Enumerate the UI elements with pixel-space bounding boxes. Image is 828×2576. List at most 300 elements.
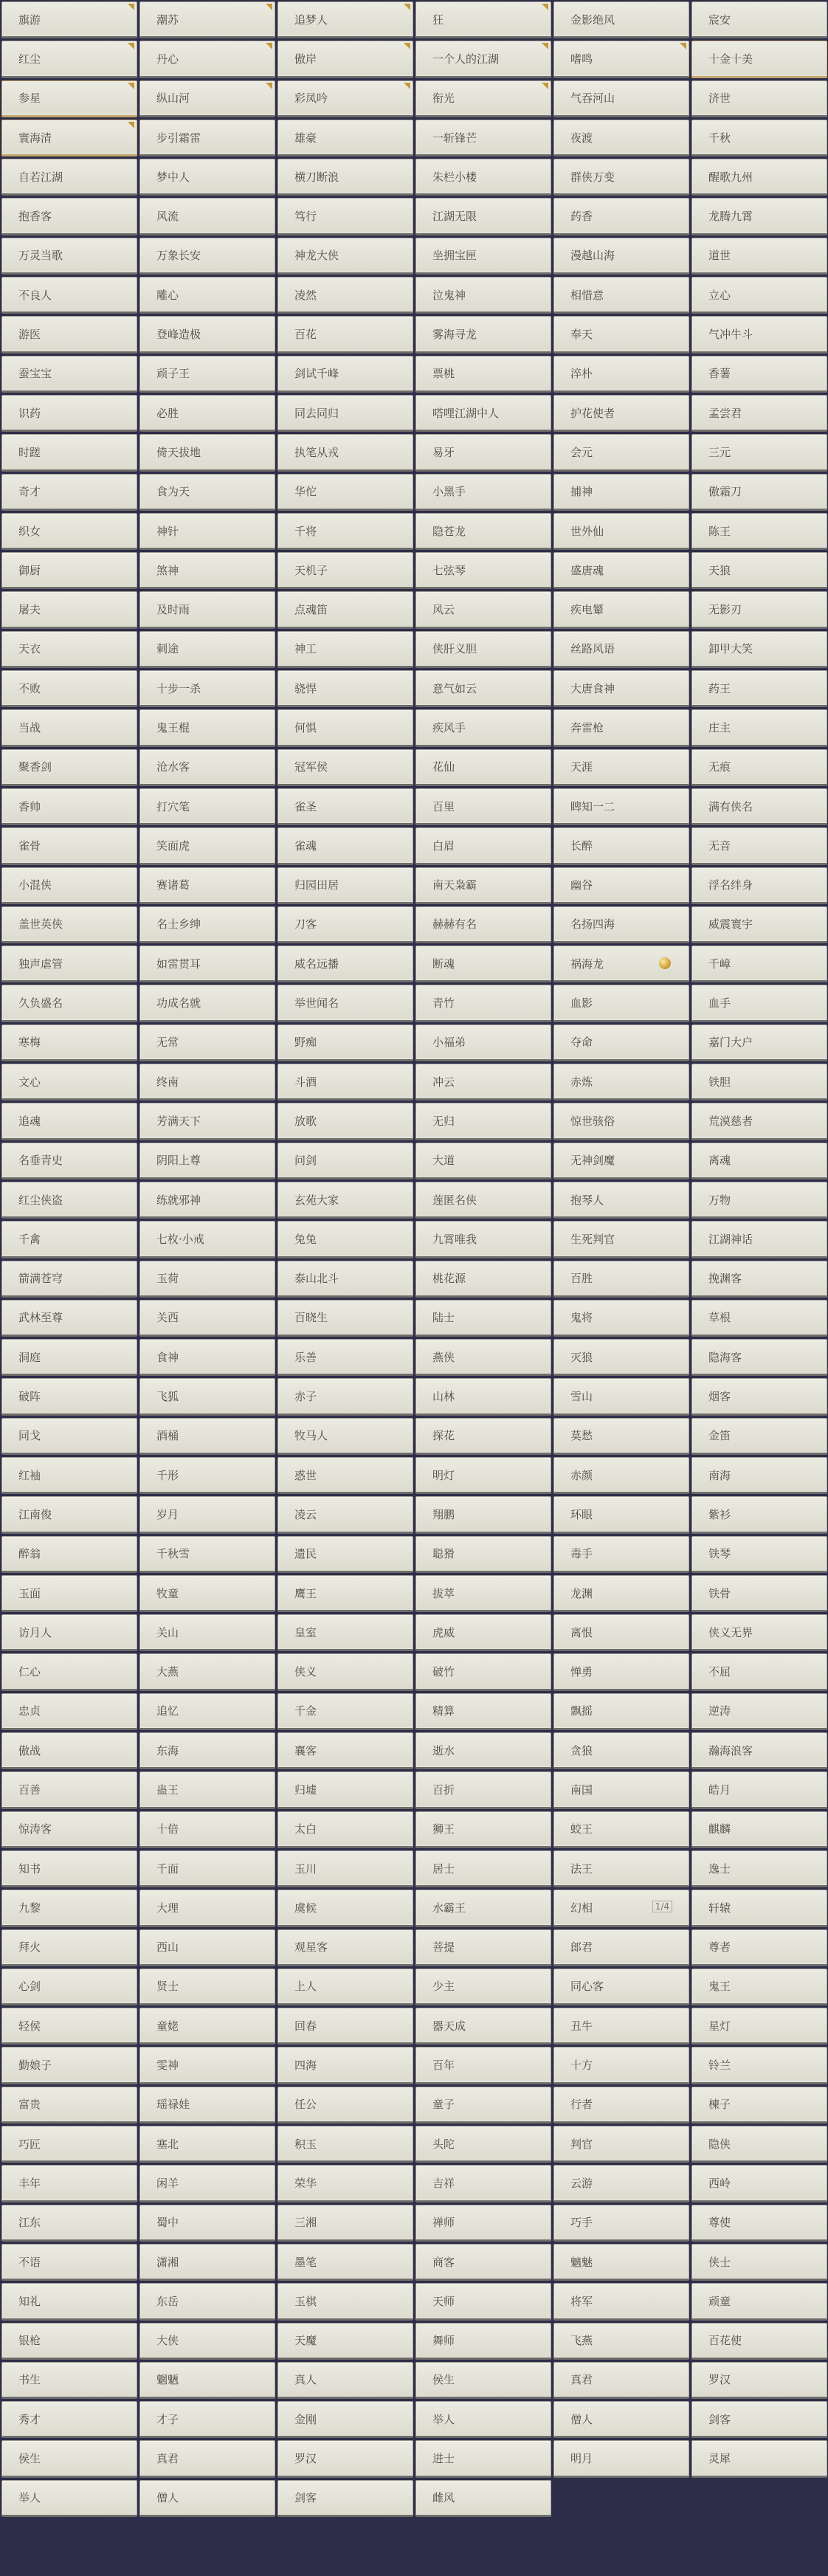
title-cell[interactable] [553, 1182, 689, 1219]
title-cell[interactable] [691, 749, 827, 786]
title-cell[interactable] [139, 474, 275, 511]
title-cell[interactable] [415, 1929, 551, 1966]
title-cell[interactable] [139, 1732, 275, 1769]
title-cell[interactable] [415, 2401, 551, 2438]
title-cell[interactable] [139, 80, 275, 117]
title-cell[interactable] [553, 1929, 689, 1966]
title-cell[interactable] [139, 41, 275, 78]
title-cell[interactable] [139, 552, 275, 589]
title-cell[interactable] [553, 356, 689, 393]
title-cell[interactable] [277, 41, 413, 78]
title-cell[interactable] [139, 1693, 275, 1730]
title-cell[interactable] [415, 1653, 551, 1690]
title-cell[interactable] [277, 1261, 413, 1298]
title-cell[interactable] [415, 1614, 551, 1651]
title-cell[interactable] [553, 1575, 689, 1612]
title-cell[interactable] [553, 1614, 689, 1651]
title-cell[interactable] [139, 2401, 275, 2438]
title-cell[interactable] [277, 1, 413, 38]
title-cell[interactable] [691, 1378, 827, 1415]
title-cell[interactable] [415, 749, 551, 786]
title-cell[interactable] [415, 2323, 551, 2360]
title-cell[interactable] [415, 552, 551, 589]
title-cell[interactable] [277, 1103, 413, 1140]
title-cell[interactable] [691, 356, 827, 393]
title-cell[interactable] [691, 1182, 827, 1219]
title-cell[interactable] [553, 1378, 689, 1415]
title-cell[interactable] [691, 395, 827, 432]
title-cell[interactable] [139, 1929, 275, 1966]
title-cell[interactable] [139, 1496, 275, 1533]
title-cell[interactable] [1, 513, 137, 550]
title-cell[interactable] [415, 41, 551, 78]
title-cell[interactable] [139, 1300, 275, 1337]
title-cell[interactable] [415, 277, 551, 314]
title-cell[interactable] [139, 1378, 275, 1415]
title-cell[interactable] [415, 906, 551, 943]
title-cell[interactable] [415, 1, 551, 38]
title-cell[interactable] [691, 2087, 827, 2124]
title-cell[interactable] [1, 1929, 137, 1966]
title-cell[interactable] [691, 2401, 827, 2438]
title-cell[interactable] [415, 867, 551, 904]
title-cell[interactable] [691, 552, 827, 589]
title-cell[interactable] [553, 1300, 689, 1337]
title-cell[interactable] [277, 2126, 413, 2163]
title-cell[interactable] [553, 2440, 689, 2477]
title-cell[interactable] [553, 1339, 689, 1376]
title-cell[interactable] [691, 1575, 827, 1612]
title-cell[interactable] [1, 2401, 137, 2438]
title-cell[interactable] [553, 2087, 689, 2124]
title-cell[interactable] [415, 709, 551, 746]
title-cell[interactable] [1, 474, 137, 511]
title-cell[interactable] [1, 316, 137, 353]
title-cell[interactable] [277, 1969, 413, 2005]
title-cell[interactable] [277, 788, 413, 825]
title-cell[interactable] [139, 1182, 275, 1219]
title-cell[interactable] [415, 513, 551, 550]
title-cell[interactable] [691, 1693, 827, 1730]
title-cell[interactable] [277, 2087, 413, 2124]
title-cell[interactable] [415, 1300, 551, 1337]
title-cell[interactable] [553, 198, 689, 235]
title-cell[interactable] [1, 159, 137, 196]
title-cell[interactable] [691, 906, 827, 943]
title-cell[interactable] [553, 2047, 689, 2084]
title-cell[interactable] [1, 985, 137, 1022]
title-cell[interactable] [1, 120, 137, 156]
title-cell[interactable] [139, 1536, 275, 1573]
title-cell[interactable] [691, 709, 827, 746]
title-cell[interactable] [415, 1182, 551, 1219]
title-cell[interactable] [415, 788, 551, 825]
title-cell[interactable] [1, 1261, 137, 1298]
title-cell[interactable] [1, 670, 137, 707]
title-cell[interactable] [1, 552, 137, 589]
title-cell[interactable] [277, 985, 413, 1022]
title-cell[interactable] [553, 395, 689, 432]
title-cell[interactable] [277, 356, 413, 393]
title-cell[interactable] [139, 2126, 275, 2163]
title-cell[interactable] [1, 1378, 137, 1415]
title-cell[interactable] [691, 946, 827, 982]
title-cell[interactable] [415, 1103, 551, 1140]
title-cell[interactable] [139, 159, 275, 196]
title-cell[interactable] [415, 827, 551, 864]
title-cell[interactable] [139, 591, 275, 628]
title-cell[interactable] [691, 1890, 827, 1926]
title-cell[interactable] [415, 2047, 551, 2084]
title-cell[interactable] [553, 1103, 689, 1140]
title-cell[interactable] [415, 1064, 551, 1101]
title-cell[interactable] [277, 1850, 413, 1887]
title-cell[interactable] [1, 2480, 137, 2517]
title-cell[interactable] [277, 1457, 413, 1494]
title-cell[interactable] [415, 1575, 551, 1612]
title-cell[interactable] [1, 1536, 137, 1573]
title-cell[interactable] [553, 513, 689, 550]
title-cell[interactable] [691, 1103, 827, 1140]
title-cell[interactable] [277, 2480, 413, 2517]
title-cell[interactable] [139, 2087, 275, 2124]
title-cell[interactable] [415, 1890, 551, 1926]
title-cell[interactable] [277, 1693, 413, 1730]
title-cell[interactable] [553, 434, 689, 471]
title-cell[interactable] [1, 2362, 137, 2399]
title-cell[interactable] [553, 1221, 689, 1258]
title-cell[interactable] [277, 2244, 413, 2281]
title-cell[interactable] [415, 1536, 551, 1573]
title-cell[interactable] [553, 120, 689, 156]
title-cell[interactable] [1, 1339, 137, 1376]
title-cell[interactable] [1, 395, 137, 432]
title-cell[interactable] [1, 1732, 137, 1769]
title-cell[interactable] [1, 2126, 137, 2163]
title-cell[interactable] [1, 2008, 137, 2045]
title-cell[interactable] [139, 1221, 275, 1258]
title-cell[interactable] [139, 316, 275, 353]
title-cell[interactable] [1, 709, 137, 746]
title-cell[interactable] [691, 591, 827, 628]
title-cell[interactable] [691, 2323, 827, 2360]
title-cell[interactable] [277, 867, 413, 904]
title-cell[interactable] [553, 552, 689, 589]
title-cell[interactable] [415, 395, 551, 432]
title-cell[interactable] [415, 1143, 551, 1179]
title-cell[interactable] [691, 1143, 827, 1179]
title-cell[interactable] [691, 1850, 827, 1887]
title-cell[interactable] [139, 1969, 275, 2005]
title-cell[interactable] [691, 2362, 827, 2399]
title-cell[interactable] [277, 198, 413, 235]
title-cell[interactable] [277, 1064, 413, 1101]
title-cell[interactable] [277, 1496, 413, 1533]
title-cell[interactable] [277, 2440, 413, 2477]
title-cell[interactable] [691, 1771, 827, 1808]
title-cell[interactable] [277, 1378, 413, 1415]
title-cell[interactable] [139, 2362, 275, 2399]
title-cell[interactable] [1, 1850, 137, 1887]
title-cell[interactable] [1, 238, 137, 275]
title-cell[interactable] [277, 2323, 413, 2360]
title-cell[interactable] [139, 709, 275, 746]
title-cell[interactable] [139, 2205, 275, 2242]
title-cell[interactable] [691, 1653, 827, 1690]
title-cell[interactable] [691, 867, 827, 904]
title-cell[interactable] [139, 1771, 275, 1808]
title-cell[interactable] [277, 159, 413, 196]
title-cell[interactable] [415, 2283, 551, 2320]
title-cell[interactable] [277, 1890, 413, 1926]
title-cell[interactable] [139, 2440, 275, 2477]
title-cell[interactable] [1, 1969, 137, 2005]
title-cell[interactable] [553, 474, 689, 511]
title-cell[interactable] [277, 1575, 413, 1612]
title-cell[interactable] [277, 591, 413, 628]
title-cell[interactable] [553, 788, 689, 825]
title-cell[interactable] [139, 749, 275, 786]
title-cell[interactable] [553, 2008, 689, 2045]
title-cell[interactable] [139, 2008, 275, 2045]
title-cell[interactable] [691, 277, 827, 314]
title-cell[interactable] [139, 238, 275, 275]
title-cell[interactable] [277, 749, 413, 786]
title-cell[interactable] [553, 631, 689, 668]
title-cell[interactable] [553, 1890, 689, 1926]
title-cell[interactable] [553, 1732, 689, 1769]
title-cell[interactable] [277, 1614, 413, 1651]
title-cell[interactable] [415, 1693, 551, 1730]
title-cell[interactable] [553, 1, 689, 38]
title-cell[interactable] [277, 1300, 413, 1337]
title-cell[interactable] [1, 198, 137, 235]
title-cell[interactable] [691, 1300, 827, 1337]
title-cell[interactable] [691, 631, 827, 668]
title-cell[interactable] [1, 788, 137, 825]
title-cell[interactable] [277, 1182, 413, 1219]
title-cell[interactable] [553, 749, 689, 786]
title-cell[interactable] [553, 670, 689, 707]
title-cell[interactable] [139, 631, 275, 668]
title-cell[interactable] [691, 2283, 827, 2320]
title-cell[interactable] [139, 1103, 275, 1140]
title-cell[interactable] [1, 2087, 137, 2124]
title-cell[interactable] [553, 80, 689, 117]
title-cell[interactable] [139, 788, 275, 825]
title-cell[interactable] [1, 1653, 137, 1690]
title-cell[interactable] [553, 2362, 689, 2399]
title-cell[interactable] [691, 1969, 827, 2005]
title-cell[interactable] [277, 395, 413, 432]
title-cell[interactable] [415, 120, 551, 156]
title-cell[interactable] [139, 2047, 275, 2084]
title-cell[interactable] [277, 631, 413, 668]
title-cell[interactable] [691, 1, 827, 38]
title-cell[interactable] [415, 1418, 551, 1455]
title-cell[interactable] [553, 827, 689, 864]
title-cell[interactable] [553, 591, 689, 628]
title-cell[interactable] [277, 513, 413, 550]
title-cell[interactable] [553, 1143, 689, 1179]
title-cell[interactable] [691, 670, 827, 707]
title-cell[interactable] [415, 80, 551, 117]
title-cell[interactable] [553, 985, 689, 1022]
title-cell[interactable] [277, 80, 413, 117]
title-cell[interactable] [277, 2165, 413, 2202]
title-cell[interactable] [277, 2047, 413, 2084]
title-cell[interactable] [1, 946, 137, 982]
title-cell[interactable] [277, 2283, 413, 2320]
title-cell[interactable] [691, 2126, 827, 2163]
title-cell[interactable] [691, 41, 827, 78]
title-cell[interactable] [1, 1300, 137, 1337]
title-cell[interactable] [277, 316, 413, 353]
title-cell[interactable] [415, 946, 551, 982]
title-cell[interactable] [691, 1732, 827, 1769]
title-cell[interactable] [691, 2047, 827, 2084]
title-cell[interactable] [691, 2165, 827, 2202]
title-cell[interactable] [277, 277, 413, 314]
title-cell[interactable] [139, 946, 275, 982]
title-cell[interactable] [415, 985, 551, 1022]
title-cell[interactable] [1, 591, 137, 628]
title-cell[interactable] [415, 159, 551, 196]
title-cell[interactable] [553, 709, 689, 746]
title-cell[interactable] [691, 1261, 827, 1298]
title-cell[interactable] [415, 1732, 551, 1769]
title-cell[interactable] [415, 1771, 551, 1808]
title-cell[interactable] [139, 2165, 275, 2202]
title-cell[interactable] [1, 277, 137, 314]
title-cell[interactable] [553, 2244, 689, 2281]
title-cell[interactable] [139, 1890, 275, 1926]
title-cell[interactable] [1, 1221, 137, 1258]
title-cell[interactable] [1, 2165, 137, 2202]
title-cell[interactable] [1, 1, 137, 38]
title-cell[interactable] [277, 1221, 413, 1258]
title-cell[interactable] [415, 2205, 551, 2242]
title-cell[interactable] [553, 1653, 689, 1690]
title-cell[interactable] [1, 80, 137, 117]
title-cell[interactable] [1, 1811, 137, 1848]
title-cell[interactable] [1, 1064, 137, 1101]
title-cell[interactable] [553, 1969, 689, 2005]
title-cell[interactable] [139, 120, 275, 156]
title-cell[interactable] [553, 1811, 689, 1848]
title-cell[interactable] [277, 1536, 413, 1573]
title-cell[interactable] [691, 1614, 827, 1651]
title-cell[interactable] [415, 1221, 551, 1258]
title-cell[interactable] [139, 395, 275, 432]
title-cell[interactable] [415, 2087, 551, 2124]
title-cell[interactable] [277, 827, 413, 864]
title-cell[interactable] [691, 238, 827, 275]
title-cell[interactable] [553, 1418, 689, 1455]
title-cell[interactable] [415, 474, 551, 511]
title-cell[interactable] [277, 2401, 413, 2438]
title-cell[interactable] [277, 552, 413, 589]
title-cell[interactable] [415, 1811, 551, 1848]
title-cell[interactable] [277, 434, 413, 471]
title-cell[interactable] [1, 2205, 137, 2242]
title-cell[interactable] [1, 356, 137, 393]
title-cell[interactable] [1, 434, 137, 471]
title-cell[interactable] [691, 2244, 827, 2281]
title-cell[interactable] [553, 2126, 689, 2163]
title-cell[interactable] [415, 356, 551, 393]
title-cell[interactable] [139, 1614, 275, 1651]
title-cell[interactable] [691, 788, 827, 825]
title-cell[interactable] [277, 1929, 413, 1966]
title-cell[interactable] [139, 867, 275, 904]
title-cell[interactable] [553, 2401, 689, 2438]
title-cell[interactable] [553, 316, 689, 353]
title-cell[interactable] [139, 198, 275, 235]
title-cell[interactable] [1, 1418, 137, 1455]
title-cell[interactable] [553, 238, 689, 275]
title-cell[interactable] [691, 474, 827, 511]
title-cell[interactable] [415, 1378, 551, 1415]
title-cell[interactable] [691, 1064, 827, 1101]
title-cell[interactable] [415, 631, 551, 668]
title-cell[interactable] [139, 985, 275, 1022]
title-cell[interactable] [553, 946, 689, 982]
title-cell[interactable] [277, 906, 413, 943]
title-cell[interactable] [1, 1614, 137, 1651]
title-cell[interactable] [691, 2440, 827, 2477]
title-cell[interactable] [1, 1575, 137, 1612]
title-cell[interactable] [415, 1850, 551, 1887]
title-cell[interactable] [553, 277, 689, 314]
title-cell[interactable] [139, 513, 275, 550]
title-cell[interactable] [691, 198, 827, 235]
title-cell[interactable] [553, 41, 689, 78]
title-cell[interactable] [553, 1024, 689, 1061]
title-cell[interactable] [1, 1024, 137, 1061]
title-cell[interactable] [277, 2362, 413, 2399]
title-cell[interactable] [691, 1024, 827, 1061]
title-cell[interactable] [139, 1811, 275, 1848]
title-cell[interactable] [1, 2244, 137, 2281]
title-cell[interactable] [691, 1221, 827, 1258]
title-cell[interactable] [553, 1261, 689, 1298]
title-cell[interactable] [139, 670, 275, 707]
title-cell[interactable] [139, 1143, 275, 1179]
title-cell[interactable] [553, 2205, 689, 2242]
title-cell[interactable] [139, 434, 275, 471]
title-cell[interactable] [1, 827, 137, 864]
title-cell[interactable] [1, 906, 137, 943]
title-cell[interactable] [1, 41, 137, 78]
title-cell[interactable] [553, 1771, 689, 1808]
title-cell[interactable] [1, 2047, 137, 2084]
title-cell[interactable] [277, 1143, 413, 1179]
title-cell[interactable] [691, 80, 827, 117]
title-cell[interactable] [1, 1496, 137, 1533]
title-cell[interactable] [691, 434, 827, 471]
title-cell[interactable] [415, 670, 551, 707]
title-cell[interactable] [553, 159, 689, 196]
title-cell[interactable] [553, 1457, 689, 1494]
title-cell[interactable] [139, 2244, 275, 2281]
title-cell[interactable] [277, 474, 413, 511]
title-cell[interactable] [553, 2323, 689, 2360]
title-cell[interactable] [139, 1850, 275, 1887]
title-cell[interactable] [277, 1811, 413, 1848]
title-cell[interactable] [415, 591, 551, 628]
title-cell[interactable] [277, 238, 413, 275]
